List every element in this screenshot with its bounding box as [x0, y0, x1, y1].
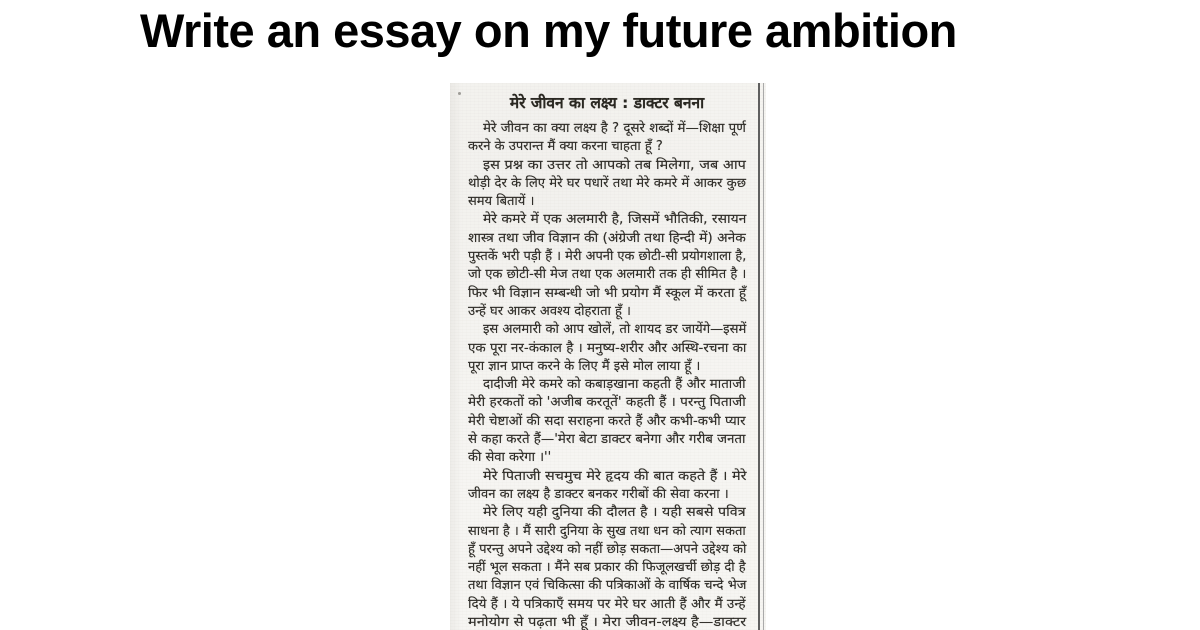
- page-title: Write an essay on my future ambition: [140, 4, 957, 57]
- essay-line: उन्हें घर आकर अवश्य दोहराता हूँ ।: [468, 303, 631, 319]
- essay-line: की सेवा करेगा ।'': [468, 450, 552, 466]
- essay-line: मेरी चेष्टाओं की सदा सराहना करते हैं और कभी-कभी प्यार: [468, 413, 746, 429]
- essay-line: मनोयोग से पढ़ता भी हूँ । मेरा जीवन-लक्ष्य है—डाक्टर: [468, 615, 747, 630]
- essay-line: करने के उपरान्त मैं क्या करना चाहता हूँ ?: [468, 139, 663, 155]
- essay-line: शास्त्र तथा जीव विज्ञान की (अंग्रेजी तथा हिन्दी में) अनेक: [468, 230, 746, 246]
- page-edge-rule: [758, 83, 764, 630]
- paper-speck: [458, 92, 461, 95]
- essay-line: मेरे कमरे में एक अलमारी है, जिसमें भौतिकी, रसायन: [483, 212, 747, 228]
- essay-line: पुस्तकें भरी पड़ी हैं । मेरी अपनी एक छोटी-सी प्रयोगशाला है,: [468, 249, 747, 265]
- essay-line: तथा विज्ञान एवं चिकित्सा की पत्रिकाओं के वार्षिक चन्दे भेज: [468, 578, 747, 594]
- essay-line: दादीजी मेरे कमरे को कबाड़खाना कहती हैं और माताजी: [483, 377, 746, 393]
- essay-heading: मेरे जीवन का लक्ष्य : डाक्टर बनना: [509, 94, 705, 112]
- essay-line: से कहा करते हैं—'मेरा बेटा डाक्टर बनेगा और गरीब जनता: [468, 432, 746, 448]
- essay-line: जीवन का लक्ष्य है डाक्टर बनकर गरीबों की सेवा करना ।: [468, 486, 729, 502]
- essay-line: दिये हैं । ये पत्रिकाएँ समय पर मेरे घर आती हैं और मैं उन्हें: [468, 596, 746, 612]
- essay-line: समय बितायें ।: [468, 194, 535, 210]
- essay-line: इस प्रश्न का उत्तर तो आपको तब मिलेगा, जब आप: [483, 157, 746, 173]
- essay-line: मेरी हरकतों को 'अजीब करतूतें' कहती हैं । परन्तु पिताजी: [468, 395, 746, 411]
- essay-line: हूँ परन्तु अपने उद्देश्य को नहीं छोड़ सकता—अपने उद्देश्य को: [468, 541, 747, 557]
- essay-line: पूरा ज्ञान प्राप्त करने के लिए मैं इसे मोल लाया हूँ ।: [468, 358, 701, 374]
- essay-line: फिर भी विज्ञान सम्बन्धी जो भी प्रयोग मैं स्कूल में करता हूँ: [468, 285, 747, 301]
- essay-line: जो एक छोटी-सी मेज तथा एक अलमारी तक ही सीमित है ।: [468, 267, 747, 283]
- essay-line: मेरे पिताजी सचमुच मेरे हृदय की बात कहते हैं । मेरे: [483, 468, 747, 484]
- essay-line: मेरे लिए यही दुनिया की दौलत है । यही सबसे पवित्र: [483, 505, 746, 521]
- essay-line: थोड़ी देर के लिए मेरे घर पधारें तथा मेरे कमरे में आकर कुछ: [468, 175, 747, 191]
- essay-line: नहीं भूल सकता । मैंने सब प्रकार की फिजूलखर्ची छोड़ दी है: [468, 560, 746, 576]
- essay-text-block: [468, 93, 746, 630]
- scanned-essay-page: [450, 83, 766, 630]
- essay-line: मेरे जीवन का क्या लक्ष्य है ? दूसरे शब्दों में—शिक्षा पूर्ण: [483, 121, 746, 136]
- essay-line: एक पूरा नर-कंकाल है । मनुष्य-शरीर और अस्थि-रचना का: [468, 340, 747, 356]
- essay-line: साधना है । मैं सारी दुनिया के सुख तथा धन को त्याग सकता: [468, 523, 746, 539]
- essay-line: इस अलमारी को आप खोलें, तो शायद डर जायेंगे—इसमें: [483, 322, 747, 338]
